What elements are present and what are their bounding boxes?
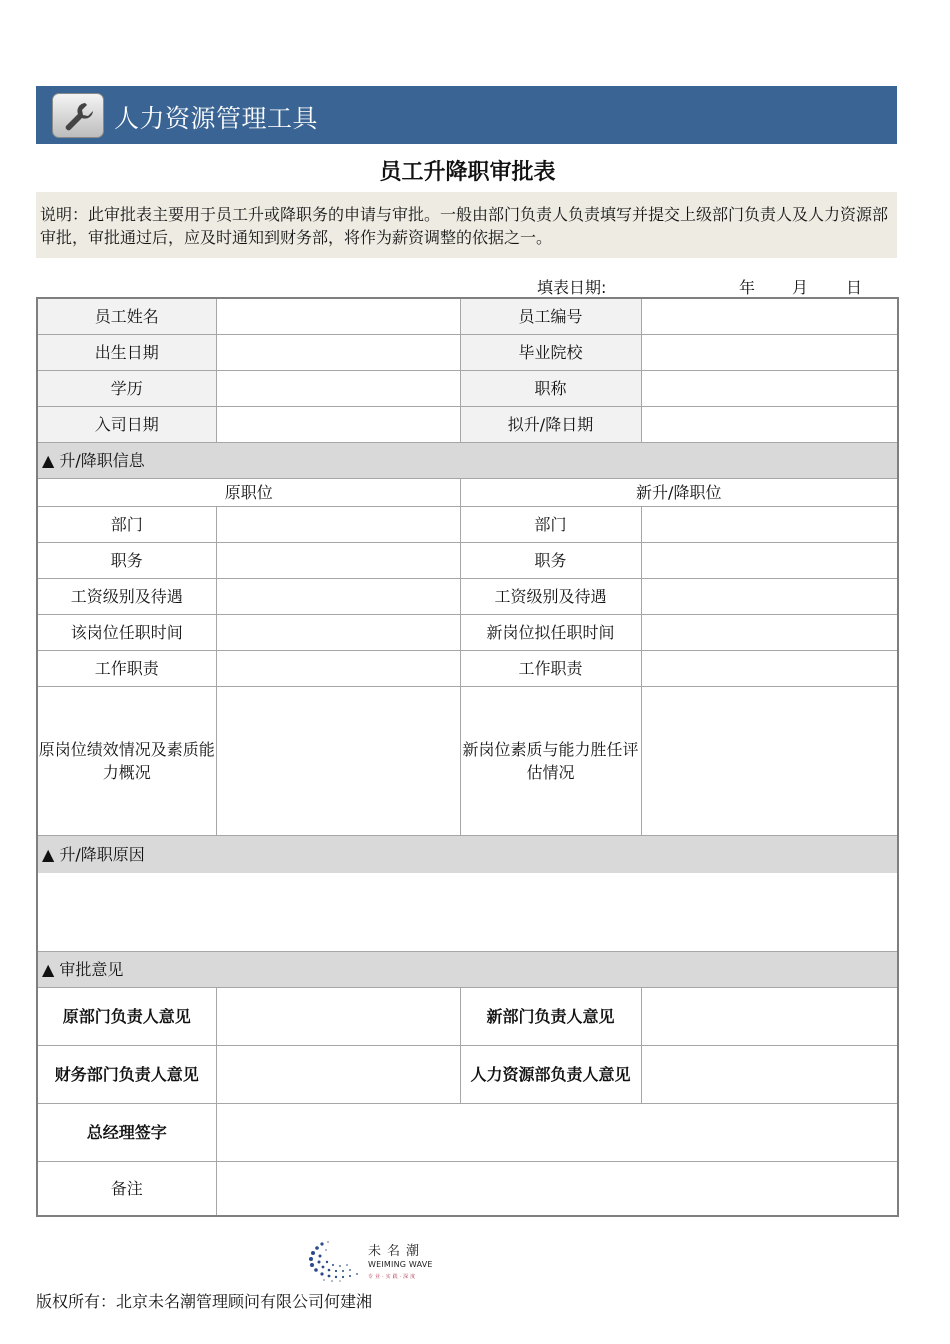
remark-field[interactable] <box>216 1161 898 1216</box>
fill-date-label: 填表日期: <box>537 278 607 297</box>
new-salary-label: 工资级别及待遇 <box>460 578 641 614</box>
change-date-field[interactable] <box>641 406 898 442</box>
old-responsibility-field[interactable] <box>216 650 460 686</box>
new-responsibility-field[interactable] <box>641 650 898 686</box>
table-row <box>37 873 898 951</box>
old-dept-label: 部门 <box>37 506 216 542</box>
app-title: 人力资源管理工具 <box>114 104 319 133</box>
old-duty-label: 职务 <box>37 542 216 578</box>
change-date-label: 拟升/降日期 <box>460 406 641 442</box>
table-row <box>37 1045 898 1103</box>
employee-name-field[interactable] <box>216 298 460 334</box>
table-row <box>37 987 898 1045</box>
table-row <box>37 1161 898 1216</box>
table-row <box>37 334 898 370</box>
description: 说明：此审批表主要用于员工升或降职务的申请与审批。一般由部门负责人负责填写并提交上级部门负责人及人力资源部审批，审批通过后，应及时通知到财务部，将作为薪资调整的依据之一。 <box>36 192 897 258</box>
reason-section-heading: ▲ 升/降职原因 <box>37 835 898 873</box>
table-row <box>37 298 898 334</box>
wrench-icon <box>52 93 104 138</box>
new-tenure-field[interactable] <box>641 614 898 650</box>
old-duty-field[interactable] <box>216 542 460 578</box>
old-dept-opinion-label: 原部门负责人意见 <box>37 987 216 1045</box>
table-row <box>37 442 898 478</box>
old-dept-opinion-field[interactable] <box>216 987 460 1045</box>
hr-opinion-label: 人力资源部负责人意见 <box>460 1045 641 1103</box>
approval-form <box>36 297 899 1217</box>
table-row <box>37 578 898 614</box>
old-salary-field[interactable] <box>216 578 460 614</box>
fill-date-day: 日 <box>846 278 863 297</box>
table-row <box>37 614 898 650</box>
education-field[interactable] <box>216 370 460 406</box>
logo-chinese-name: 未名潮 <box>368 1244 426 1259</box>
old-performance-field[interactable] <box>216 686 460 835</box>
reason-field[interactable] <box>37 873 898 951</box>
new-dept-field[interactable] <box>641 506 898 542</box>
old-position-header: 原职位 <box>37 478 460 506</box>
employee-no-label: 员工编号 <box>460 298 641 334</box>
school-label: 毕业院校 <box>460 334 641 370</box>
logo-english-name: WEIMING WAVE <box>368 1260 433 1269</box>
table-row <box>37 835 898 873</box>
new-duty-label: 职务 <box>460 542 641 578</box>
old-performance-label: 原岗位绩效情况及素质能力概况 <box>37 686 216 835</box>
header-bar <box>36 86 897 144</box>
title-label: 职称 <box>460 370 641 406</box>
employee-no-field[interactable] <box>641 298 898 334</box>
new-dept-opinion-label: 新部门负责人意见 <box>460 987 641 1045</box>
company-logo <box>302 1234 442 1286</box>
copyright-text: 版权所有：北京未名潮管理顾问有限公司何建湘 <box>36 1292 373 1311</box>
new-tenure-label: 新岗位拟任职时间 <box>460 614 641 650</box>
table-row <box>37 478 898 506</box>
new-position-header: 新升/降职位 <box>460 478 898 506</box>
employee-name-label: 员工姓名 <box>37 298 216 334</box>
new-salary-field[interactable] <box>641 578 898 614</box>
education-label: 学历 <box>37 370 216 406</box>
new-dept-opinion-field[interactable] <box>641 987 898 1045</box>
table-row <box>37 542 898 578</box>
fill-date-month: 月 <box>792 278 809 297</box>
position-section-heading: ▲ 升/降职信息 <box>37 442 898 478</box>
table-row <box>37 406 898 442</box>
new-assessment-label: 新岗位素质与能力胜任评估情况 <box>460 686 641 835</box>
old-responsibility-label: 工作职责 <box>37 650 216 686</box>
birth-date-field[interactable] <box>216 334 460 370</box>
birth-date-label: 出生日期 <box>37 334 216 370</box>
join-date-field[interactable] <box>216 406 460 442</box>
finance-opinion-label: 财务部门负责人意见 <box>37 1045 216 1103</box>
table-row <box>37 951 898 987</box>
fill-date-year: 年 <box>739 278 756 297</box>
logo-tagline: 专业·实践·深度 <box>368 1274 418 1280</box>
old-dept-field[interactable] <box>216 506 460 542</box>
table-row <box>37 370 898 406</box>
form-title: 员工升降职审批表 <box>379 160 556 185</box>
old-salary-label: 工资级别及待遇 <box>37 578 216 614</box>
gm-signature-label: 总经理签字 <box>37 1103 216 1161</box>
join-date-label: 入司日期 <box>37 406 216 442</box>
hr-opinion-field[interactable] <box>641 1045 898 1103</box>
old-tenure-field[interactable] <box>216 614 460 650</box>
table-row <box>37 686 898 835</box>
new-dept-label: 部门 <box>460 506 641 542</box>
school-field[interactable] <box>641 334 898 370</box>
approval-section-heading: ▲ 审批意见 <box>37 951 898 987</box>
table-row <box>37 1103 898 1161</box>
new-responsibility-label: 工作职责 <box>460 650 641 686</box>
title-field[interactable] <box>641 370 898 406</box>
wave-logo-icon <box>302 1234 364 1284</box>
remark-label: 备注 <box>37 1161 216 1216</box>
table-row <box>37 506 898 542</box>
new-assessment-field[interactable] <box>641 686 898 835</box>
finance-opinion-field[interactable] <box>216 1045 460 1103</box>
new-duty-field[interactable] <box>641 542 898 578</box>
gm-signature-field[interactable] <box>216 1103 898 1161</box>
table-row <box>37 650 898 686</box>
old-tenure-label: 该岗位任职时间 <box>37 614 216 650</box>
